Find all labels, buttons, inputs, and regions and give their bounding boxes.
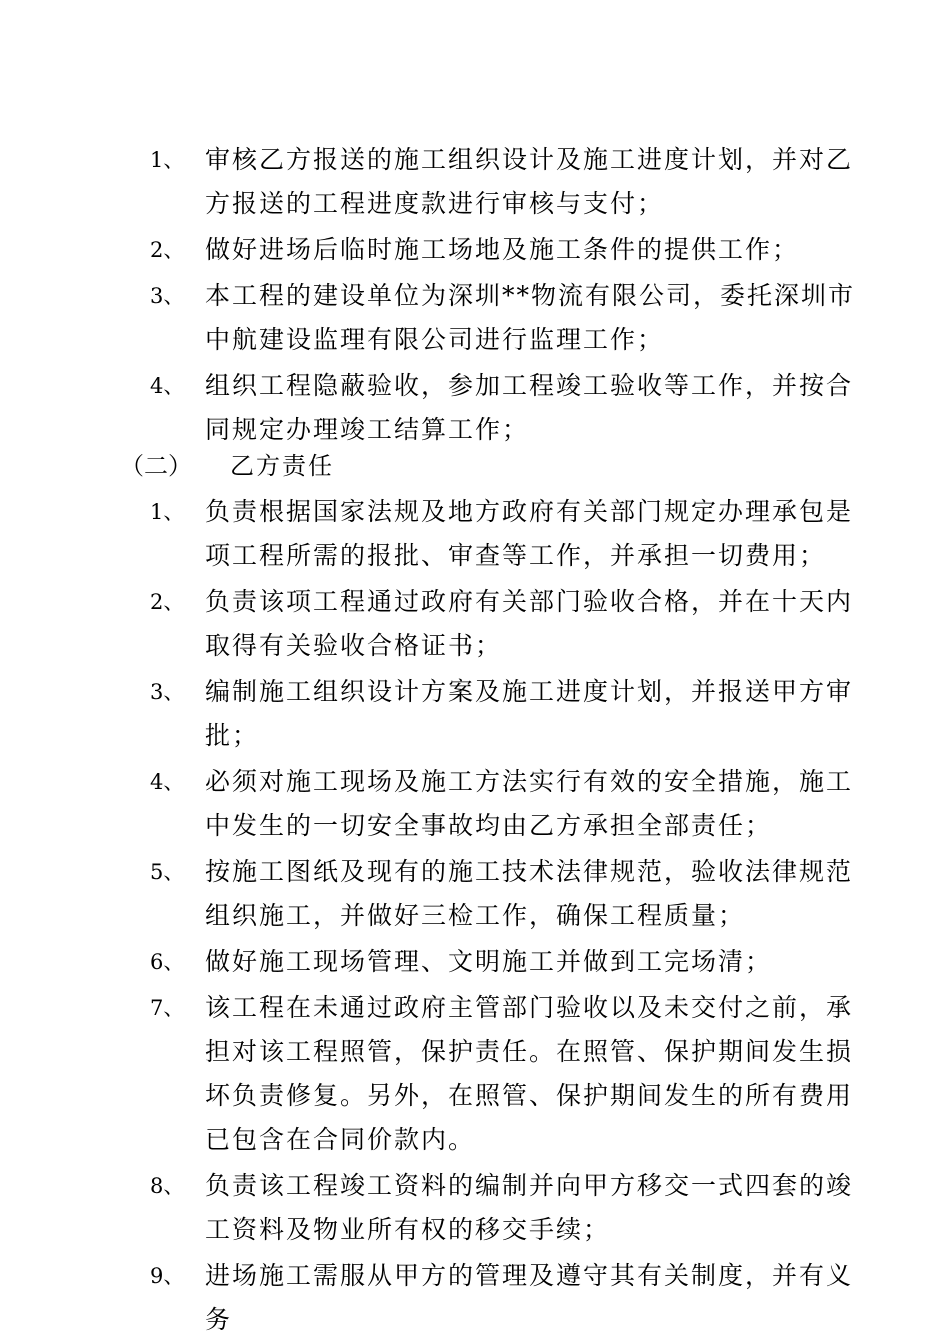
- item-number: 6、: [150, 950, 185, 974]
- list-item: [0, 1254, 950, 1342]
- list-item: [0, 670, 950, 758]
- item-text: 审核乙方报送的施工组织设计及施工进度计划，并对乙方报送的工程进度款进行审核与支付；: [205, 145, 854, 218]
- list-item: [0, 850, 950, 938]
- section-number: （二）: [120, 452, 192, 480]
- list-item: [0, 580, 950, 668]
- item-text: 按施工图纸及现有的施工技术法律规范，验收法律规范组织施工，并做好三检工作，确保工程质量；: [205, 857, 854, 930]
- item-text: 本工程的建设单位为深圳**物流有限公司，委托深圳市中航建设监理有限公司进行监理工作；: [205, 281, 856, 354]
- section-title: 乙方责任: [230, 452, 334, 480]
- item-number: 4、: [150, 374, 185, 398]
- item-number: 2、: [150, 590, 185, 614]
- section-party-a-duties: [0, 138, 950, 452]
- item-number: 4、: [150, 770, 185, 794]
- list-item: [0, 760, 950, 848]
- item-number: 9、: [150, 1264, 185, 1288]
- item-number: 1、: [150, 500, 185, 524]
- list-item: [0, 986, 950, 1162]
- section-party-b-duties: [0, 444, 950, 1342]
- item-text: 必须对施工现场及施工方法实行有效的安全措施，施工中发生的一切安全事故均由乙方承担全部责任；: [205, 767, 854, 840]
- item-text: 负责该工程竣工资料的编制并向甲方移交一式四套的竣工资料及物业所有权的移交手续；: [205, 1171, 854, 1244]
- item-number: 2、: [150, 238, 185, 262]
- item-number: 8、: [150, 1174, 185, 1198]
- item-number: 3、: [150, 284, 185, 308]
- item-text: 组织工程隐蔽验收，参加工程竣工验收等工作，并按合同规定办理竣工结算工作；: [205, 371, 854, 444]
- list-item: [0, 940, 950, 984]
- list-item: [0, 364, 950, 452]
- item-number: 7、: [150, 996, 185, 1020]
- item-text: 进场施工需服从甲方的管理及遵守其有关制度，并有义务: [205, 1261, 854, 1334]
- item-number: 5、: [150, 860, 185, 884]
- section-heading: [0, 444, 950, 488]
- list-item: [0, 274, 950, 362]
- item-text: 做好施工现场管理、文明施工并做到工完场清；: [205, 947, 773, 976]
- item-text: 该工程在未通过政府主管部门验收以及未交付之前，承担对该工程照管，保护责任。在照管、保护期间发生损坏负责修复。另外，在照管、保护期间发生的所有费用已包含在合同价款内。: [205, 993, 854, 1154]
- item-number: 1、: [150, 148, 185, 172]
- item-text: 负责根据国家法规及地方政府有关部门规定办理承包是项工程所需的报批、审查等工作，并承担一切费用；: [205, 497, 854, 570]
- item-text: 负责该项工程通过政府有关部门验收合格，并在十天内取得有关验收合格证书；: [205, 587, 854, 660]
- list-item: [0, 138, 950, 226]
- list-item: [0, 490, 950, 578]
- list-item: [0, 228, 950, 272]
- item-text: 编制施工组织设计方案及施工进度计划，并报送甲方审批；: [205, 677, 854, 750]
- item-number: 3、: [150, 680, 185, 704]
- item-text: 做好进场后临时施工场地及施工条件的提供工作；: [205, 235, 800, 264]
- list-item: [0, 1164, 950, 1252]
